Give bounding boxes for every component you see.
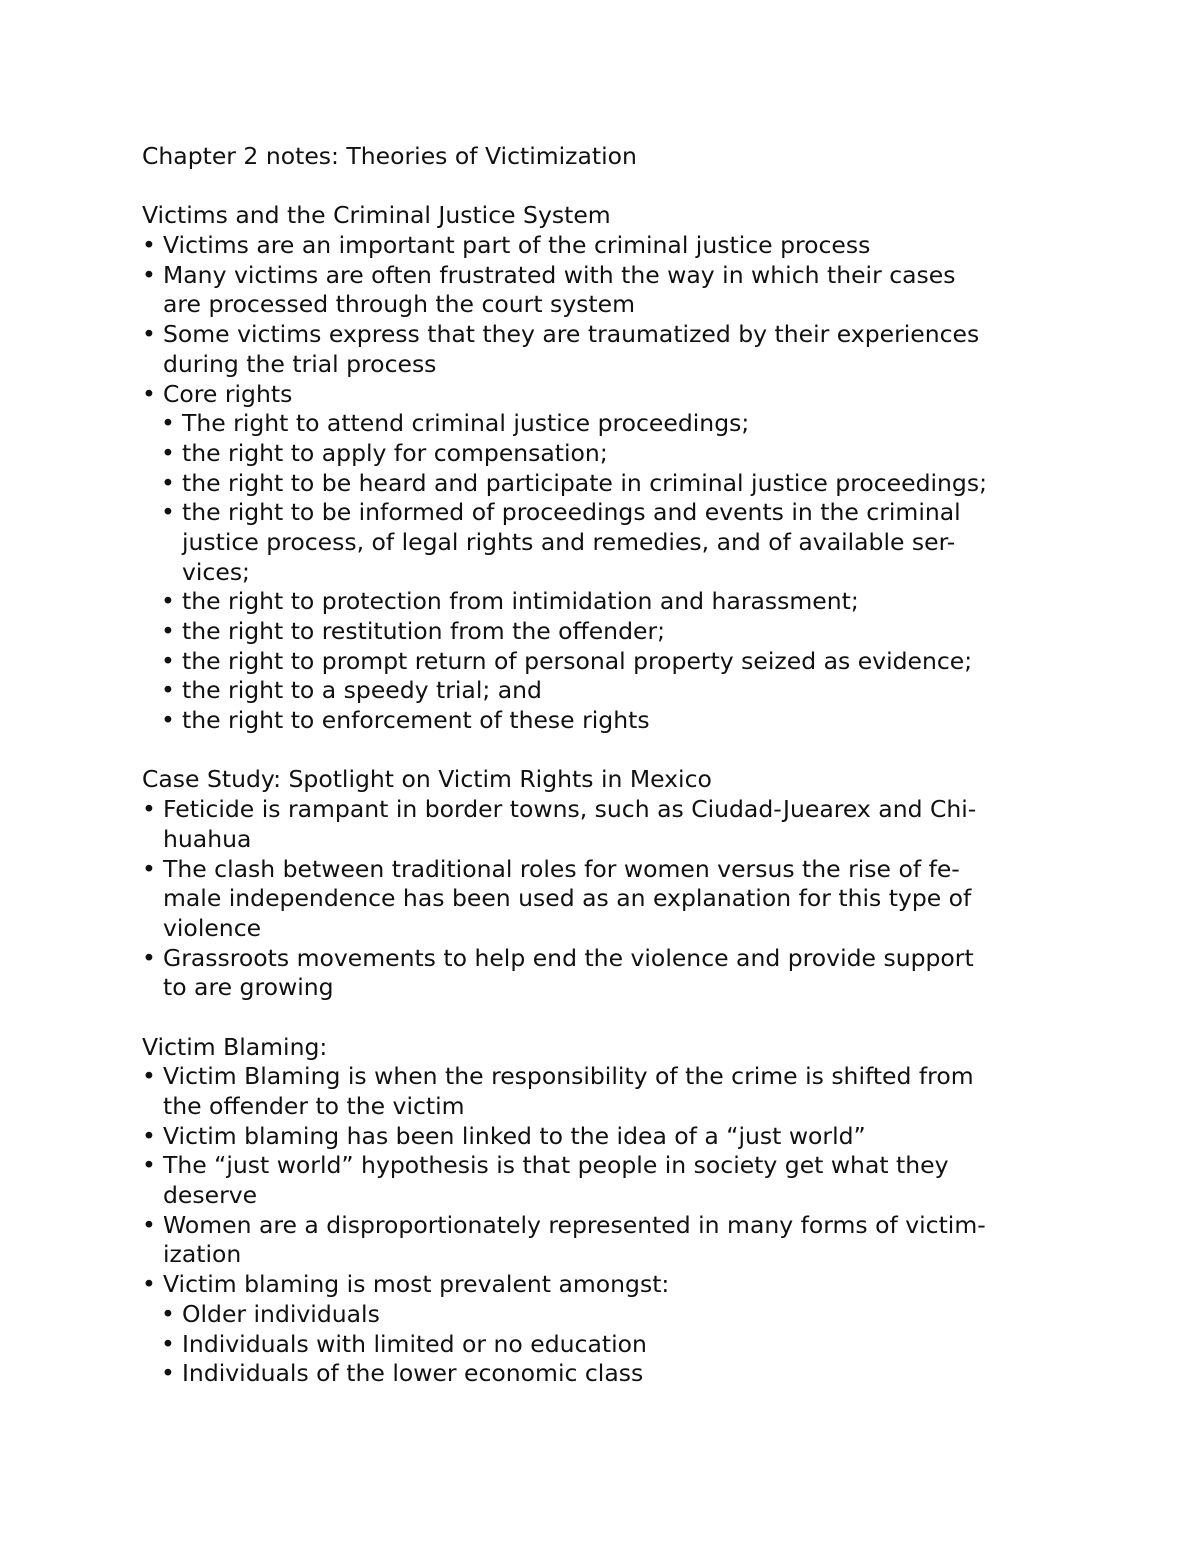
list-item-text: The clash between traditional roles for women versus the rise of fe-: [163, 854, 960, 883]
bullet-icon: •: [161, 498, 175, 527]
list-item-text: Older individuals: [182, 1299, 380, 1328]
list-item-text: Grassroots movements to help end the violence and provide support: [163, 943, 974, 972]
list-item-continuation: male independence has been used as an explanation for this type of: [163, 884, 972, 913]
list-item-text: Many victims are often frustrated with the way in which their cases: [163, 260, 956, 289]
list-item: [142, 1122, 1072, 1152]
bullet-icon: •: [142, 1121, 156, 1150]
bullet-icon: •: [142, 795, 156, 824]
list-item: [142, 439, 1072, 469]
list-item: [142, 1300, 1072, 1330]
list-item: [142, 1151, 1072, 1181]
list-item: [142, 1330, 1072, 1360]
list-item-text: Victims are an important part of the criminal justice process: [163, 231, 871, 260]
list-item-text: the right to be informed of proceedings and events in the criminal: [182, 498, 961, 527]
list-item-text: Feticide is rampant in border towns, such as Ciudad-Juearex and Chi-: [163, 795, 977, 824]
list-item-continuation: to are growing: [163, 973, 334, 1002]
document-title: Chapter 2 notes: Theories of Victimization: [142, 142, 637, 170]
list-item-text: Core rights: [163, 379, 293, 408]
document-body: [142, 172, 1072, 1389]
list-item: [142, 1359, 1072, 1389]
blank-line: [142, 1003, 1072, 1033]
list-item-continuation: justice process, of legal rights and remedies, and of available ser-: [182, 527, 956, 556]
section-heading: Case Study: Spotlight on Victim Rights in Mexico: [142, 765, 712, 794]
list-item-text: the right to restitution from the offender;: [182, 617, 666, 645]
blank-line: [142, 172, 1072, 202]
list-item-continuation: huahua: [163, 824, 252, 853]
bullet-icon: •: [161, 1359, 175, 1388]
bullet-icon: •: [161, 676, 175, 705]
blank-line: [142, 736, 1072, 766]
list-item-text: Women are a disproportionately represented in many forms of victim-: [163, 1210, 986, 1239]
bullet-icon: •: [142, 1210, 156, 1239]
list-item: [142, 1211, 1072, 1241]
bullet-icon: •: [161, 706, 175, 735]
list-item: [142, 855, 1072, 885]
list-item: [142, 1062, 1072, 1092]
list-item-text: Some victims express that they are traumatized by their experiences: [163, 320, 980, 349]
list-item-text: Individuals with limited or no education: [182, 1329, 647, 1358]
list-item: [142, 795, 1072, 825]
list-item: [142, 409, 1072, 439]
bullet-icon: •: [161, 1329, 175, 1358]
bullet-icon: •: [142, 320, 156, 349]
bullet-icon: •: [142, 943, 156, 972]
list-item-text: the right to apply for compensation;: [182, 438, 608, 467]
list-item-continuation: deserve: [163, 1181, 258, 1210]
bullet-icon: •: [142, 854, 156, 883]
bullet-icon: •: [142, 1270, 156, 1299]
list-item: [142, 261, 1072, 291]
bullet-icon: •: [142, 1151, 156, 1180]
list-item: [142, 617, 1072, 647]
bullet-icon: •: [161, 617, 175, 645]
list-item: [142, 706, 1072, 736]
bullet-icon: •: [142, 379, 156, 408]
list-item: [142, 320, 1072, 350]
bullet-icon: •: [161, 468, 175, 497]
list-item: [142, 469, 1072, 499]
list-item-text: the right to enforcement of these rights: [182, 706, 650, 735]
bullet-icon: •: [161, 438, 175, 467]
list-item-text: Victim blaming is most prevalent amongst:: [163, 1270, 670, 1299]
bullet-icon: •: [161, 646, 175, 675]
list-item-continuation: vices;: [182, 557, 250, 586]
list-item-text: The “just world” hypothesis is that people in society get what they: [163, 1151, 949, 1180]
list-item: [142, 380, 1072, 410]
bullet-icon: •: [161, 409, 175, 438]
list-item-text: Individuals of the lower economic class: [182, 1359, 644, 1388]
bullet-icon: •: [142, 1062, 156, 1091]
list-item-continuation: during the trial process: [163, 349, 437, 378]
list-item-text: Victim blaming has been linked to the idea of a “just world”: [163, 1121, 866, 1150]
bullet-icon: •: [142, 260, 156, 289]
section-heading: Victim Blaming:: [142, 1032, 328, 1061]
list-item: [142, 676, 1072, 706]
bullet-icon: •: [142, 231, 156, 260]
list-item-text: the right to be heard and participate in criminal justice proceedings;: [182, 468, 988, 497]
list-item: [142, 587, 1072, 617]
list-item-text: the right to prompt return of personal property seized as evidence;: [182, 646, 973, 675]
list-item: [142, 1270, 1072, 1300]
list-item-text: the right to protection from intimidation and harassment;: [182, 587, 859, 616]
list-item-continuation: violence: [163, 913, 262, 942]
list-item: [142, 498, 1072, 528]
bullet-icon: •: [161, 587, 175, 616]
bullet-icon: •: [161, 1299, 175, 1328]
list-item-text: The right to attend criminal justice proceedings;: [182, 409, 750, 438]
list-item-continuation: are processed through the court system: [163, 290, 635, 319]
list-item-continuation: the offender to the victim: [163, 1092, 465, 1120]
list-item-continuation: ization: [163, 1240, 242, 1269]
list-item-text: Victim Blaming is when the responsibility of the crime is shifted from: [163, 1062, 974, 1091]
section-heading: Victims and the Criminal Justice System: [142, 201, 611, 230]
list-item: [142, 647, 1072, 677]
list-item: [142, 944, 1072, 974]
document-page: [142, 142, 1072, 1389]
list-item-text: the right to a speedy trial; and: [182, 676, 542, 705]
list-item: [142, 231, 1072, 261]
